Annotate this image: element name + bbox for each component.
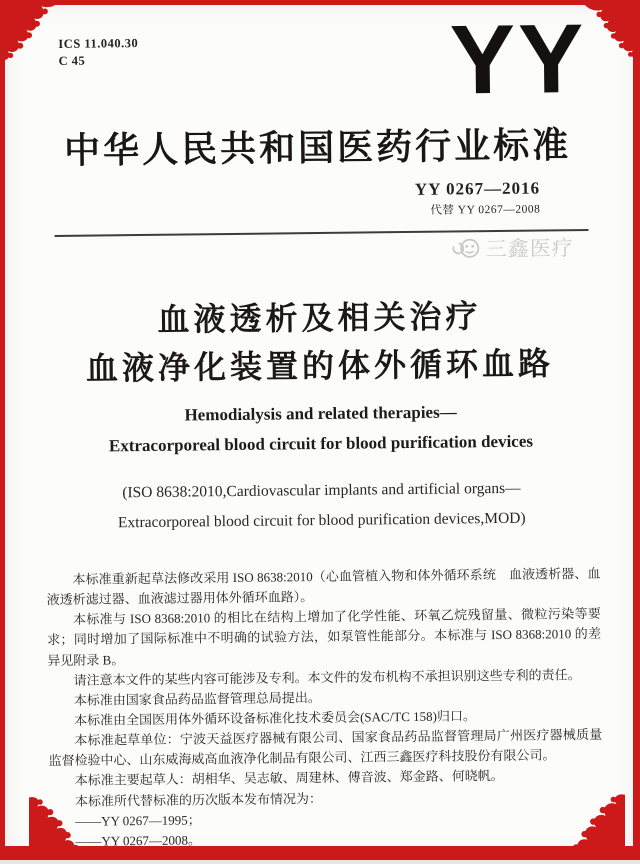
foreword-paragraph: 本标准起草单位：宁波天益医疗器械有限公司、国家食品药品监督管理局广州医疗器械质量监督检验中心、山东威海威高血液净化制品有限公司、江西三鑫医疗科技股份有限公司。 — [48, 726, 603, 769]
iso-reference — [1, 472, 640, 540]
document-title-cn — [0, 290, 640, 393]
replaced-standard: 代替 YY 0267—2008 — [430, 203, 541, 217]
watermark — [451, 232, 574, 263]
foreword-paragraph: 本标准主要起草人：胡相华、吴志敏、周建林、傅音波、郑金路、何晓帆。 — [74, 768, 504, 789]
foreword-paragraph: 本标准重新起草法修改采用 ISO 8638:2010（心血管植入物和体外循环系统 血液透析器、血液透析滤过器、血液滤过器用体外循环血路）。 — [46, 565, 601, 608]
foreword-paragraph: 本标准所代替标准的历次版本发布情况为： — [74, 790, 323, 809]
foreword-paragraph: 本标准由国家食品药品监督管理总局提出。 — [73, 689, 321, 708]
standard-category-title: 中华人民共和国医药行业标准 — [63, 124, 572, 171]
document-title-en — [0, 395, 640, 463]
title-en-line1: Hemodialysis and related therapies— — [184, 402, 457, 425]
title-en-line2: Extracorporeal blood circuit for blood purification devices — [108, 431, 534, 456]
ics-classification — [58, 35, 138, 70]
foreword-paragraph: 本标准与 ISO 8368:2010 的相比在结构上增加了化学性能、环氧乙烷残留量、微粒污染等要求；同时增加了国际标准中不明确的试验方法，如泵管性能部分。本标准与 ISO 8368:2010 的差异见附录 B。 — [47, 606, 602, 668]
watermark-logo-icon — [451, 234, 481, 262]
ics-code: ICS 11.040.30 — [58, 36, 139, 51]
foreword-paragraph: 请注意本文件的某些内容可能涉及专利。本文件的发布机构不承担识别这些专利的责任。 — [73, 666, 581, 688]
title-cn-line1: 血液透析及相关治疗 — [157, 298, 482, 338]
iso-reference-line2: Extracorporeal blood circuit for blood purification devices,MOD) — [117, 509, 526, 532]
foreword-block — [46, 564, 603, 852]
yy-standard-logo: YY — [449, 2, 588, 115]
ccs-code: C 45 — [58, 53, 86, 68]
history-item: ——YY 0267—1995； — [75, 812, 201, 829]
iso-reference-line1: (ISO 8638:2010,Cardiovascular implants and artificial organs— — [122, 479, 521, 502]
watermark-text: 三鑫医疗 — [485, 237, 574, 262]
standard-number-block — [415, 178, 541, 217]
standard-number: YY 0267—2016 — [414, 178, 541, 199]
title-cn-line2: 血液净化装置的体外循环血路 — [85, 345, 555, 387]
foreword-paragraph: 本标准由全国医用体外循环设备标准化技术委员会(SAC/TC 158)归口。 — [73, 708, 477, 728]
history-item: ——YY 0267—2008。 — [75, 832, 202, 849]
